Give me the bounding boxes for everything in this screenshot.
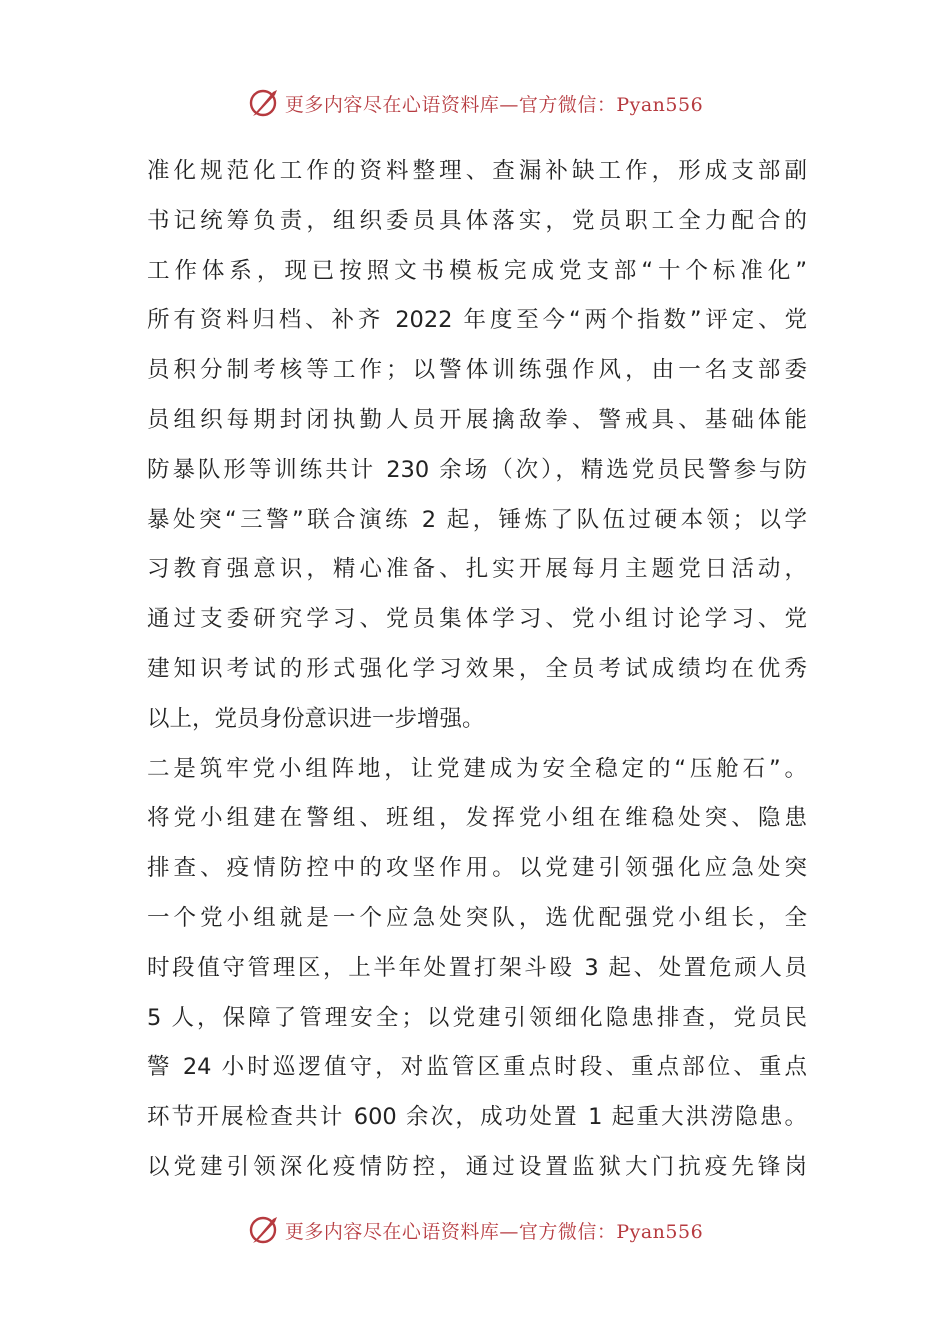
feather-pen-logo-icon: [247, 86, 281, 120]
text-line: 防暴队形等训练共计 230 余场（次），精选党员民警参与防: [147, 456, 807, 483]
text-line: 员积分制考核等工作；以警体训练强作风，由一名支部委: [147, 357, 807, 384]
text-line: 一个党小组就是一个应急处突队，选优配强党小组长，全: [147, 904, 807, 931]
feather-pen-logo-icon: [247, 1213, 281, 1247]
text-line: 警 24 小时巡逻值守，对监管区重点时段、重点部位、重点: [147, 1054, 807, 1081]
text-line: 所有资料归档、补齐 2022 年度至今“两个指数”评定、党: [147, 307, 807, 334]
text-line: 将党小组建在警组、班组，发挥党小组在维稳处突、隐患: [147, 805, 807, 832]
text-line: 排查、疫情防控中的攻坚作用。以党建引领强化应急处突: [147, 855, 807, 882]
footer-watermark: [0, 1212, 950, 1248]
text-line: 书记统筹负责，组织委员具体落实，党员职工全力配合的: [147, 207, 807, 234]
text-line: 工作体系，现已按照文书模板完成党支部“十个标准化”: [147, 257, 807, 284]
text-line: 以上，党员身份意识进一步增强。: [147, 705, 485, 732]
document-body: [147, 147, 807, 1193]
section-heading-line: 二是筑牢党小组阵地，让党建成为安全稳定的“压舱石”。: [147, 755, 807, 782]
text-line: 环节开展检查共计 600 余次，成功处置 1 起重大洪涝隐患。: [147, 1104, 807, 1131]
text-line: 5 人，保障了管理安全；以党建引领细化隐患排查，党员民: [147, 1004, 807, 1031]
text-line: 以党建引领深化疫情防控，通过设置监狱大门抗疫先锋岗: [147, 1153, 807, 1180]
text-line: 通过支委研究学习、党员集体学习、党小组讨论学习、党: [147, 606, 807, 633]
text-line: 暴处突“三警”联合演练 2 起，锤炼了队伍过硬本领；以学: [147, 506, 807, 533]
text-line: 时段值守管理区，上半年处置打架斗殴 3 起、处置危顽人员: [147, 954, 807, 981]
watermark-text: 更多内容尽在心语资料库—官方微信：Pyan556: [284, 1220, 704, 1243]
text-line: 习教育强意识，精心准备、扎实开展每月主题党日活动，: [147, 556, 807, 583]
watermark-text: 更多内容尽在心语资料库—官方微信：Pyan556: [284, 93, 704, 116]
text-line: 准化规范化工作的资料整理、查漏补缺工作，形成支部副: [147, 158, 807, 184]
header-watermark: [0, 85, 950, 121]
text-line: 建知识考试的形式强化学习效果，全员考试成绩均在优秀: [147, 655, 807, 682]
text-line: 员组织每期封闭执勤人员开展擒敌拳、警戒具、基础体能: [147, 406, 807, 433]
